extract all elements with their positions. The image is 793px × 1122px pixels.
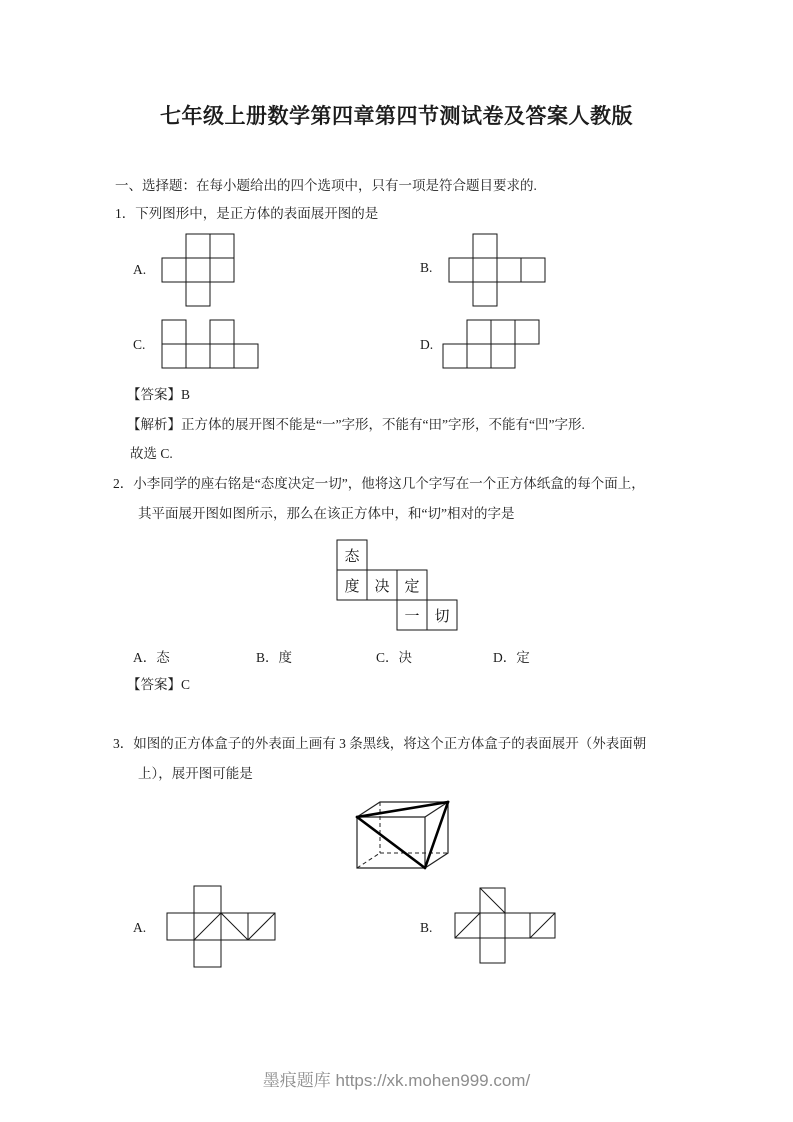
- net-cell-char: 度: [344, 579, 360, 595]
- net-cell: [473, 258, 497, 282]
- q1-option-a-net: [161, 233, 235, 307]
- net-cell: [473, 234, 497, 258]
- net-cell: [186, 234, 210, 258]
- q2-character-net: [336, 539, 458, 631]
- net-cell-char: 一: [404, 609, 420, 625]
- cube-hidden-edge: [357, 853, 380, 868]
- q1-conclusion: 故选 C.: [130, 446, 173, 461]
- q2-stem-line2: 其平面展开图如图所示，那么在该正方体中，和“切”相对的字是: [138, 506, 515, 521]
- net-cell: [210, 344, 234, 368]
- net-cell: [210, 258, 234, 282]
- net-cell: [443, 344, 467, 368]
- net-cell: [162, 320, 186, 344]
- footer-watermark: 墨痕题库 https://xk.mohen999.com/: [262, 1071, 531, 1090]
- net-cell: [505, 913, 530, 938]
- diagonal-line: [530, 913, 555, 938]
- net-cell: [167, 913, 194, 940]
- net-cell-char: 决: [374, 579, 390, 595]
- net-cell: [491, 344, 515, 368]
- q3-stem-line2: 上），展开图可能是: [138, 766, 253, 781]
- net-cell: [467, 344, 491, 368]
- net-cell: [210, 320, 234, 344]
- page-title: 七年级上册数学第四章第四节测试卷及答案人教版: [160, 104, 633, 128]
- diagonal-line: [221, 913, 248, 940]
- net-cell: [515, 320, 539, 344]
- section-header: 一、选择题：在每小题给出的四个选项中，只有一项是符合题目要求的.: [115, 178, 537, 193]
- q3-option-b-label: B.: [420, 920, 433, 935]
- net-cell: [467, 320, 491, 344]
- q1-option-b-label: B.: [420, 260, 433, 275]
- net-cell: [497, 258, 521, 282]
- q1-option-a-label: A.: [133, 262, 147, 277]
- net-cell-char: 定: [404, 579, 420, 595]
- net-cell: [194, 886, 221, 913]
- diagonal-line: [248, 913, 275, 940]
- q1-option-c-net: [161, 319, 259, 369]
- q2-option-b: B．度: [256, 650, 293, 665]
- q3-option-a-net: [166, 885, 277, 968]
- q3-cube-figure: [348, 793, 456, 878]
- q3-stem-line1: 3．如图的正方体盒子的外表面上画有 3 条黑线，将这个正方体盒子的表面展开（外表面朝: [113, 736, 647, 751]
- net-cell-char: 态: [344, 549, 360, 565]
- net-cell: [186, 344, 210, 368]
- black-line-right-face: [425, 802, 448, 868]
- net-cell: [194, 940, 221, 967]
- q2-option-a: A．态: [133, 650, 170, 665]
- net-cell: [521, 258, 545, 282]
- q2-stem-line1: 2．小李同学的座右铭是“态度决定一切”，他将这几个字写在一个正方体纸盒的每个面上，: [113, 476, 645, 491]
- q3-option-a-label: A.: [133, 920, 147, 935]
- q2-option-c: C．决: [376, 650, 413, 665]
- q1-option-c-label: C.: [133, 337, 146, 352]
- net-cell: [162, 344, 186, 368]
- net-cell: [234, 344, 258, 368]
- net-cell: [473, 282, 497, 306]
- q1-option-d-net: [442, 319, 540, 369]
- q1-analysis: 【解析】正方体的展开图不能是“一”字形，不能有“田”字形，不能有“凹”字形.: [127, 417, 585, 432]
- diagonal-line: [480, 888, 505, 913]
- net-cell: [210, 234, 234, 258]
- net-cell: [186, 282, 210, 306]
- net-cell: [449, 258, 473, 282]
- net-cell-char: 切: [434, 609, 450, 625]
- q2-option-d: D．定: [493, 650, 530, 665]
- net-cell: [491, 320, 515, 344]
- q1-option-b-net: [448, 233, 546, 307]
- black-line-top-face: [357, 802, 448, 817]
- net-cell: [480, 938, 505, 963]
- diagonal-line: [194, 913, 221, 940]
- black-line-front-face: [357, 817, 425, 868]
- diagonal-line: [455, 913, 480, 938]
- q1-answer: 【答案】B: [127, 387, 191, 402]
- net-cell: [186, 258, 210, 282]
- q1-stem: 1．下列图形中，是正方体的表面展开图的是: [115, 206, 379, 221]
- net-cell: [162, 258, 186, 282]
- q2-answer: 【答案】C: [127, 677, 191, 692]
- net-cell: [480, 913, 505, 938]
- q1-option-d-label: D.: [420, 337, 434, 352]
- q3-option-b-net: [454, 887, 557, 965]
